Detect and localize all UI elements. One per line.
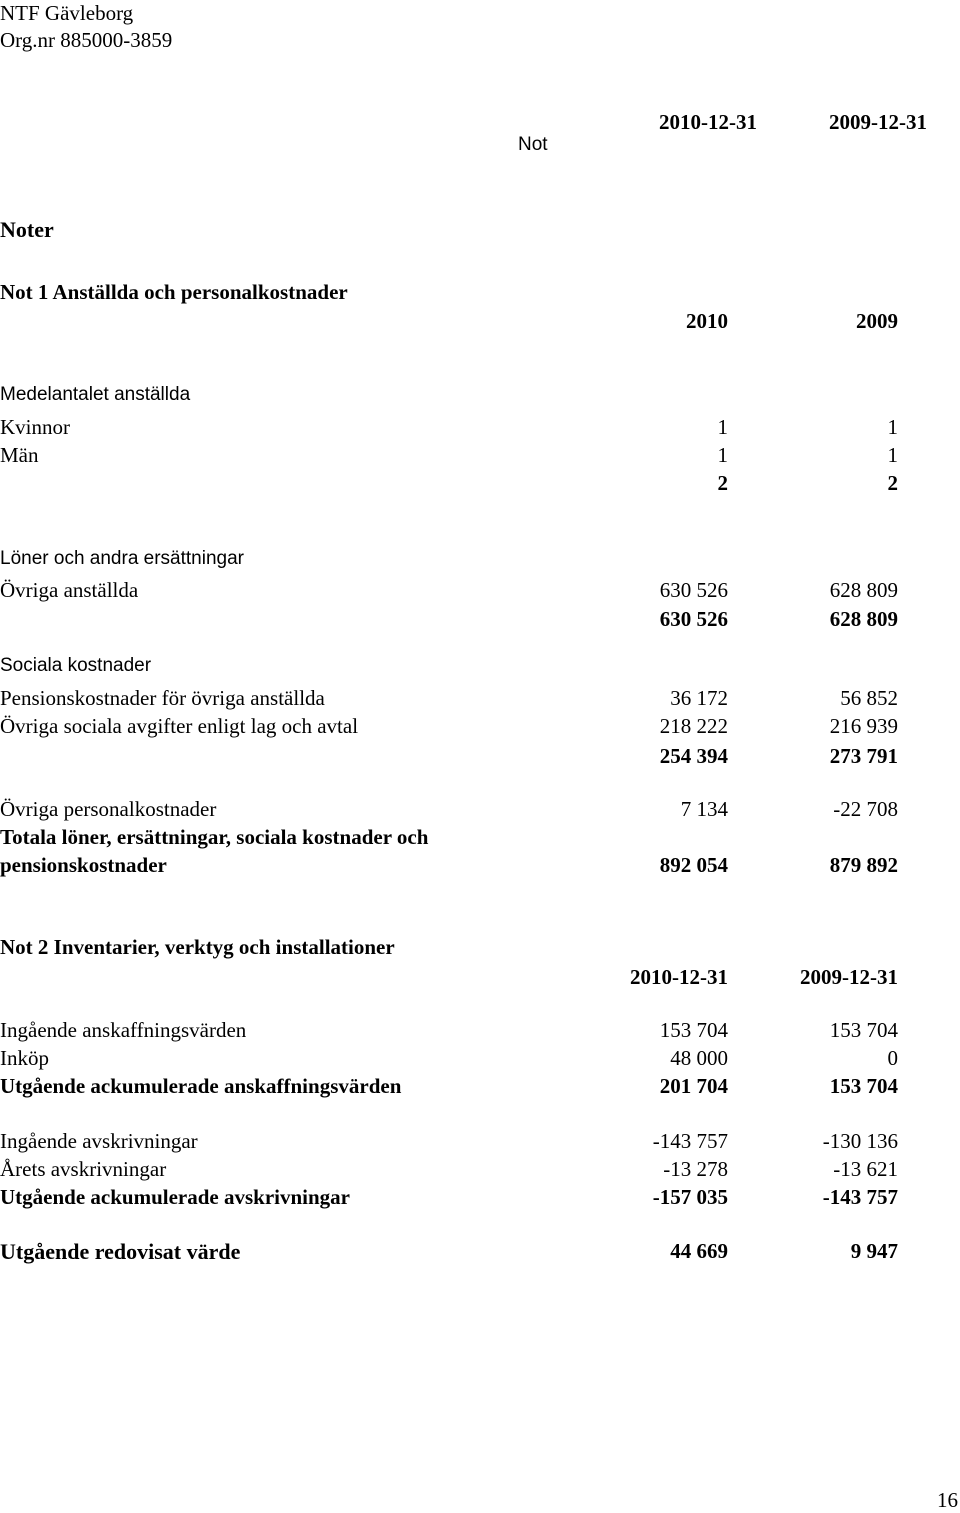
row-label: Övriga personalkostnader xyxy=(0,797,217,821)
row-value-2010: 36 172 xyxy=(670,686,728,710)
table-row xyxy=(0,714,960,742)
row-value-2009: -13 621 xyxy=(833,1157,898,1181)
row-value-2009: -130 136 xyxy=(822,1129,898,1153)
row-label: Pensionskostnader för övriga anställda xyxy=(0,686,325,710)
subtotal-2010: -157 035 xyxy=(652,1185,728,1209)
row-label: Övriga sociala avgifter enligt lag och avtal xyxy=(0,714,359,738)
note1-year-1: 2010 xyxy=(686,309,728,333)
subtotal-2010: 630 526 xyxy=(659,607,728,631)
row-label: Årets avskrivningar xyxy=(0,1157,167,1181)
row-value-2010: 1 xyxy=(717,443,728,467)
subtotal-2009: 273 791 xyxy=(829,744,898,768)
section-title-noter: Noter xyxy=(0,217,54,242)
table-row xyxy=(0,1046,960,1074)
table-row xyxy=(0,797,960,825)
table-row xyxy=(0,1018,960,1046)
row-value-2010: 1 xyxy=(717,415,728,439)
grand-total-label-line1: Totala löner, ersättningar, sociala kostnader och xyxy=(0,825,429,849)
row-label: Män xyxy=(0,443,39,467)
row-value-2009: 56 852 xyxy=(840,686,898,710)
subtotal-row xyxy=(0,1185,960,1213)
row-value-2009: 1 xyxy=(887,443,898,467)
row-value-2009: 1 xyxy=(887,415,898,439)
note2-date-1: 2010-12-31 xyxy=(630,965,728,989)
subtotal-2009: -143 757 xyxy=(822,1185,898,1209)
subtotal-2010: 201 704 xyxy=(659,1074,728,1098)
row-value-2010: 7 134 xyxy=(680,797,728,821)
salaries-heading: Löner och andra ersättningar xyxy=(0,548,244,569)
row-value-2010: 153 704 xyxy=(659,1018,728,1042)
row-value-2010: 48 000 xyxy=(670,1046,728,1070)
note2-title: Not 2 Inventarier, verktyg och installationer xyxy=(0,935,395,959)
note1-title: Not 1 Anställda och personalkostnader xyxy=(0,280,348,304)
row-value-2009: 628 809 xyxy=(829,578,898,602)
row-value-2009: 216 939 xyxy=(829,714,898,738)
column-header-date-1: 2010-12-31 xyxy=(659,110,757,134)
column-header-not: Not xyxy=(518,134,548,155)
column-header-date-2: 2009-12-31 xyxy=(829,110,927,134)
table-row xyxy=(0,578,960,606)
row-value-2009: 0 xyxy=(887,1046,898,1070)
row-label: Kvinnor xyxy=(0,415,70,439)
row-label: Utgående ackumulerade anskaffningsvärden xyxy=(0,1074,402,1098)
subtotal-2010: 2 xyxy=(717,471,728,495)
row-value-2009: -22 708 xyxy=(833,797,898,821)
subtotal-2009: 2 xyxy=(887,471,898,495)
table-row xyxy=(0,443,960,471)
book-value-row xyxy=(0,1239,960,1267)
row-value-2010: -143 757 xyxy=(652,1129,728,1153)
grand-total-2010: 892 054 xyxy=(659,853,728,877)
row-value-2010: 630 526 xyxy=(659,578,728,602)
row-value-2010: -13 278 xyxy=(663,1157,728,1181)
book-value-2010: 44 669 xyxy=(670,1239,728,1263)
row-label: Ingående anskaffningsvärden xyxy=(0,1018,247,1042)
social-costs-heading: Sociala kostnader xyxy=(0,655,152,676)
subtotal-2010: 254 394 xyxy=(659,744,728,768)
row-value-2009: 153 704 xyxy=(829,1018,898,1042)
grand-total-2009: 879 892 xyxy=(829,853,898,877)
book-value-label: Utgående redovisat värde xyxy=(0,1239,241,1264)
table-row xyxy=(0,686,960,714)
subtotal-row xyxy=(0,1074,960,1102)
table-row xyxy=(0,1129,960,1157)
book-value-2009: 9 947 xyxy=(850,1239,898,1263)
subtotal-2009: 628 809 xyxy=(829,607,898,631)
table-row xyxy=(0,415,960,443)
page-number: 16 xyxy=(937,1488,958,1512)
organization-number: Org.nr 885000-3859 xyxy=(0,28,173,52)
row-label: Ingående avskrivningar xyxy=(0,1129,198,1153)
subtotal-row xyxy=(0,471,960,499)
row-label: Övriga anställda xyxy=(0,578,139,602)
subtotal-row xyxy=(0,607,960,635)
row-value-2010: 218 222 xyxy=(659,714,728,738)
row-label: Inköp xyxy=(0,1046,49,1070)
employees-heading: Medelantalet anställda xyxy=(0,384,191,405)
grand-total-row xyxy=(0,853,960,881)
subtotal-row xyxy=(0,744,960,772)
subtotal-2009: 153 704 xyxy=(829,1074,898,1098)
table-row xyxy=(0,1157,960,1185)
row-label: Utgående ackumulerade avskrivningar xyxy=(0,1185,351,1209)
grand-total-label-line2: pensionskostnader xyxy=(0,853,167,877)
note2-date-2: 2009-12-31 xyxy=(800,965,898,989)
organization-name: NTF Gävleborg xyxy=(0,1,134,25)
note1-year-2: 2009 xyxy=(856,309,898,333)
